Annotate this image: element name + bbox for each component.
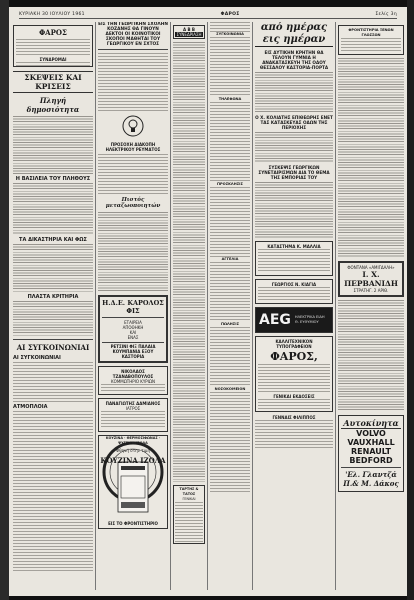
ad-karolos-fis [98, 295, 168, 363]
ad-agent: Π.& Μ. Δάκος [343, 478, 399, 488]
column-6 [338, 22, 404, 590]
ad-subtitle: ΚΟΜΜΩΤΗΡΙΟ ΚΥΡΙΩΝ [111, 379, 155, 385]
car-brand: RENAULT [351, 447, 391, 456]
ad-title: Η.Δ.Ε. ΚΑΡΟΛΟΣ ΦΙΣ [102, 299, 164, 315]
header-paper-name: ΦΑΡΟΣ [220, 11, 240, 17]
story-headline: Ο Χ. ΚΟΛΙΑΤΗΣ ΕΠΙΘΕΩΡΗΣ ΕΝΕΤ ΤΑΣ ΚΑΤΑΣΚΕΥΑΣ ΟΔΩΝ ΤΗΣ ΠΕΡΙΟΧΗΣ [255, 115, 333, 130]
ad-footer: ΕΙΣ ΤΟ ΦΡΟΝΤΙΣΤΗΡΙΟ [108, 521, 158, 527]
ad-title: ΝΙΚΟΛΑΟΣ ΤΖΑΝΑΒΟΠΟΥΛΟΣ [112, 369, 154, 380]
ad-title: ΓΕΩΡΓΙΟΣ Ν. ΚΙΑΓΙΑ [271, 282, 317, 287]
section-title-transport: ΑΙ ΣΥΓΚΟΙΝΩΝΙΑΙ [16, 342, 90, 352]
notice-box-bottom [173, 485, 205, 544]
ad-line: ΡΕΤΣΙΝΙ ΦΙΞ ΠΑΛΑΙΑ [110, 344, 156, 350]
masthead-title: ΦΑΡΟΣ [39, 28, 67, 37]
list-heading: ΝΟΣΟΚΟΜΕΙΟΝ [214, 387, 246, 391]
column-rule [207, 22, 208, 590]
ad-doctor [98, 398, 168, 432]
column-1 [13, 22, 93, 590]
section-banner: από ημέρας εις ημέραν [255, 22, 333, 47]
notice-subtitle: ΣΥΝΕΔΡΙΑΣΗ [176, 32, 202, 37]
story-headline: ΣΥΣΚΕΨΙΣ ΓΕΩΡΓΙΚΩΝ ΣΥΝΕΤΑΙΡΙΣΜΩΝ ΔΙΑ ΤΟ ΘΕΜΑ ΤΗΣ ΕΜΠΟΡΙΑΣ ΤΟΥ [258, 165, 330, 180]
article-title: Πιστός μεταζωοποιητών [105, 197, 161, 209]
column-2 [98, 22, 168, 590]
column-5 [255, 22, 333, 590]
ad-kiagia [255, 279, 333, 304]
article-subhead: Η ΒΑΣΙΛΕΙΑ ΤΟΥ ΠΛΗΘΟΥΣ [15, 176, 91, 182]
list-subhead: ΑΙ ΣΥΓΚΟΙΝΩΝΙΑΙ [13, 354, 61, 361]
masthead-subscriptions: ΣΥΝΔΡΟΜΑΙ [39, 57, 67, 62]
page-header [19, 10, 397, 19]
ad-agent: 'Ελ. Γλαντζά [345, 469, 397, 479]
ad-hairdresser [98, 366, 168, 395]
notice-title: ΦΡΟΝΤΙΣΤΗΡΙΑ ΞΕΝΩΝ ΓΛΩΣΣΩΝ [348, 28, 394, 37]
masthead-box [13, 25, 93, 67]
ad-subtitle: ΚΑΛΛΙΤΕΧΝΙΚΟΝ ΤΥΠΟΓΡΑΦΕΙΟΝ [275, 339, 313, 349]
notice-title: ΤΑΡΤΗΣ & ΤΑΤΟΣ [179, 487, 199, 496]
notice-box [173, 25, 205, 39]
column-3 [173, 22, 205, 590]
ad-subtitle: ΗΛΕΚΤΡΙΚΑ ΕΙΔΗ Θ. ΕΥΘΥΜΙΟΥ [294, 315, 325, 324]
list-heading: ΤΗΛΕΦΩΝΑ [218, 97, 242, 101]
ad-title: ΦΑΡΟΣ, [270, 350, 318, 363]
story-headline: ΕΙΣ ΔΥΤΙΚΗΝ ΚΡΗΤΗΝ ΘΑ ΤΕΛΟΥΝ ΓΥΜΝΙΑ Η ΑΝΑΚΑΤΑΣΚΕΥΗ ΤΗΣ ΟΔΟΥ ΘΕΣΣΑΛΟΥ ΚΑΣΤΟΡΙΑ-ΠΟΡΤΑ [259, 50, 329, 70]
car-brand: BEDFORD [349, 456, 393, 465]
newspaper-page [9, 7, 407, 596]
notice-title: Α Β Β [183, 27, 195, 32]
ad-mallia-store [255, 241, 333, 276]
ad-line: ΑΠΟΘΗΚΗ [122, 324, 144, 330]
article-subhead: ΤΑ ΔΙΚΑΣΤΗΡΙΑ ΚΑΙ ΦΩΣ [19, 237, 87, 243]
article-title: Πληγή δημοσιότητα [26, 96, 80, 114]
ad-subtitle: ΦΟΝΤΑΝΑ «ΑΜΙΓΔΑΛΗ» [347, 265, 395, 270]
ad-pervanidi [338, 261, 404, 297]
ad-subtitle: ΙΑΤΡΟΣ [125, 406, 141, 412]
ad-automobiles [338, 415, 404, 492]
column-rule [170, 22, 171, 590]
page-binding-right [407, 0, 414, 600]
notice-box [338, 25, 404, 55]
ad-title: ΠΑΝΑΓΙΩΤΗΣ ΔΑΜΙΑΝΟΣ [105, 401, 161, 407]
ad-line: ΕΝΑΣ [127, 334, 139, 340]
column-rule [252, 22, 253, 590]
list-heading: ΠΡΟΣΚΛΗΣΙΣ [217, 182, 243, 186]
list-subhead: ΑΤΜΟΠΛΟΙΑ [13, 403, 48, 410]
ad-aeg [255, 307, 333, 333]
ad-footer: ΓΕΝΙΚΑΙ ΕΚΔΟΣΕΙΣ [273, 394, 315, 399]
ad-faros-print [255, 336, 333, 412]
aeg-logo: AEG [259, 312, 291, 328]
section-title: ΣΚΕΨΕΙΣ ΚΑΙ ΚΡΙΣΕΙΣ [13, 71, 93, 93]
column-4 [210, 22, 250, 590]
car-brand: VOLVO [356, 429, 386, 438]
notice-subtitle: ΓΕΝΙΚΑΙ [182, 497, 196, 501]
ad-line: ΕΤΑΙΡΕΙΑ [124, 319, 142, 325]
car-brand: VAUXHALL [347, 438, 395, 447]
page-binding-left [0, 0, 9, 600]
ad-ring-text: ΚΟΥΖΙΝΑ · ΘΕΡΜΟΣΙΦΩΝΑΣ · ΨΥΓΕΙΟ · ΙΖΟΛΑ [105, 436, 161, 446]
list-heading: ΠΩΛΗΣΙΣ [220, 322, 240, 326]
lightbulb-icon [122, 115, 144, 137]
list-heading: ΣΥΓΚΟΙΝΩΝΙΑ [216, 32, 244, 36]
ad-line: ΣΤΡΑΤΗΓ. 2 ΑΡΙΘ. [353, 288, 389, 293]
ad-title: ΓΕΝΝΑΙΣ ΦΙΛΙΠΠΟΣ [272, 415, 316, 420]
ad-title: Αυτοκίνητα [341, 418, 401, 429]
column-rule [335, 22, 336, 590]
ad-brand: ΚΟΥΖΙΝΑ ΙΖΟΛΑ [100, 456, 166, 466]
header-page-number: Σελίς 3η [375, 11, 397, 17]
headline-school: ΕΙΣ ΤΗΝ ΓΕΩΡΓΙΚΗΝ ΣΧΟΛΗΝ ΚΟΖΑΝΗΣ ΘΑ ΓΙΝΟΥΝ ΔΕΚΤΟΙ ΟΙ ΚΟΙΝΟΤΙΚΟΙ ΣΚΟΠΟΙ ΜΑΘΗΤΑΙ ΤΟΥ ΓΕΩΡΓΙΚΟΥ ΕΝ ΣΧΤΟΣ [98, 22, 168, 50]
column-rule [95, 22, 96, 590]
ad-title: ΚΑΤΑΣΤΗΜΑ Κ. ΜΑΛΛΙΑ [267, 244, 321, 249]
ad-line: ΚΑΙ [129, 329, 137, 335]
notice-power-cut: ΠΡΟΣΟΧΗ ΔΙΑΚΟΠΗ ΗΛΕΚΤΡΙΚΟΥ ΡΕΥΜΑΤΟΣ [105, 142, 161, 152]
list-heading: ΑΓΓΕΛΙΑ [221, 257, 239, 261]
ad-line: ΚΟΥΜΠΑΝΙΑ ΕΞΟΥ ΚΑΣΤΟΡΙΑ [112, 349, 154, 360]
ad-title: Ι. Χ. ΠΕΡΒΑΝΙΔΗ [344, 270, 398, 288]
ad-tagline: Φθηνή στην τιμή [116, 448, 150, 454]
header-date: ΚΥΡΙΑΚΗ 30 ΙΟΥΛΙΟΥ 1961 [19, 11, 85, 17]
article-subhead: ΠΛΑΣΤΑ ΚΡΙΤΗΡΙΑ [27, 294, 79, 300]
ad-izola-stove [98, 435, 168, 529]
